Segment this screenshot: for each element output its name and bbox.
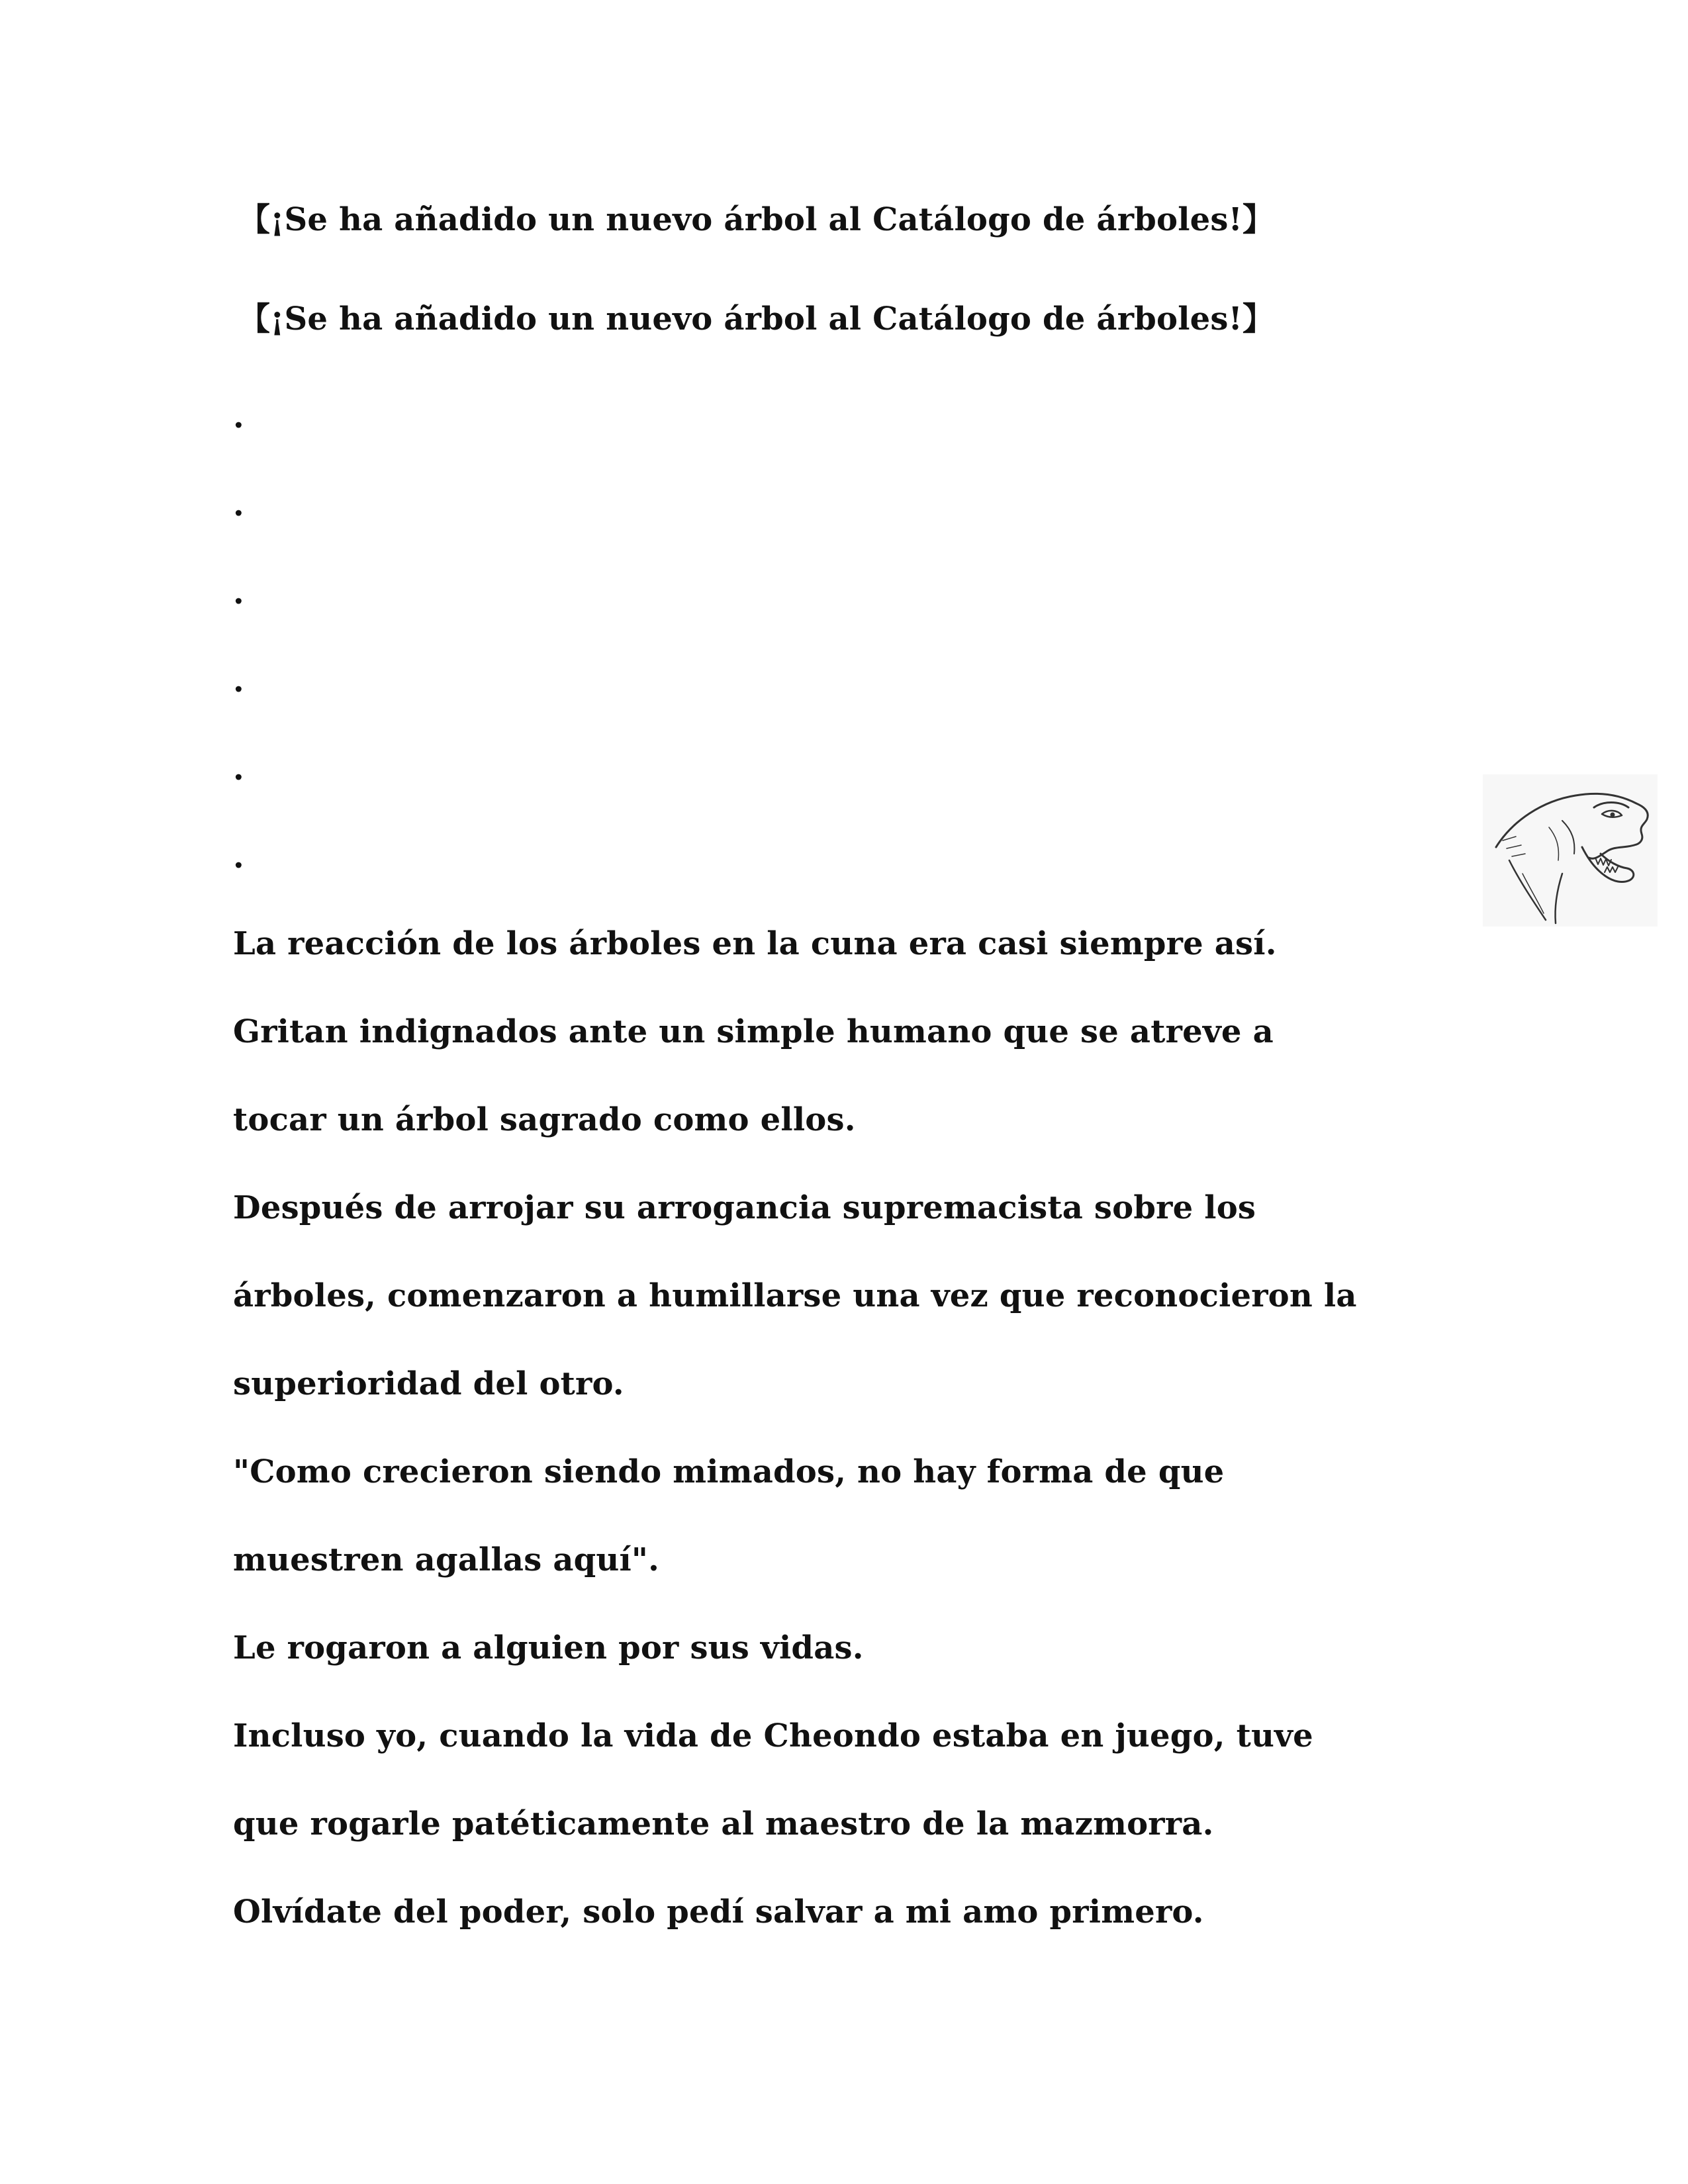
body-line-11: que rogarle patéticamente al maestro de la mazmorra.	[233, 1805, 1214, 1843]
tree-catalog-notice-2: 【¡Se ha añadido un nuevo árbol al Catálogo de árboles!】	[238, 300, 1275, 338]
body-line-6: superioridad del otro.	[233, 1365, 624, 1402]
separator-dot-3: .	[233, 574, 244, 612]
tree-catalog-notice-1: 【¡Se ha añadido un nuevo árbol al Catálogo de árboles!】	[238, 201, 1275, 238]
separator-dot-2: .	[233, 486, 244, 523]
body-line-12: Olvídate del poder, solo pedí salvar a mi amo primero.	[233, 1893, 1204, 1931]
body-line-9: Le rogaron a alguien por sus vidas.	[233, 1629, 864, 1666]
separator-dot-4: .	[233, 662, 244, 700]
body-line-4: Después de arrojar su arrogancia supremacista sobre los	[233, 1189, 1256, 1226]
body-line-7: "Como crecieron siendo mimados, no hay forma de que	[233, 1453, 1225, 1490]
body-line-8: muestren agallas aquí".	[233, 1541, 660, 1578]
body-line-5: árboles, comenzaron a humillarse una vez que reconocieron la	[233, 1277, 1357, 1314]
separator-dot-6: .	[233, 839, 244, 876]
separator-dot-1: .	[233, 398, 244, 435]
body-line-3: tocar un árbol sagrado como ellos.	[233, 1101, 856, 1138]
separator-dot-5: .	[233, 751, 244, 788]
dinosaur-sketch-icon	[1483, 774, 1658, 927]
body-line-10: Incluso yo, cuando la vida de Cheondo estaba en juego, tuve	[233, 1717, 1313, 1754]
body-line-2: Gritan indignados ante un simple humano que se atreve a	[233, 1013, 1274, 1050]
body-line-1: La reacción de los árboles en la cuna era casi siempre así.	[233, 925, 1277, 962]
